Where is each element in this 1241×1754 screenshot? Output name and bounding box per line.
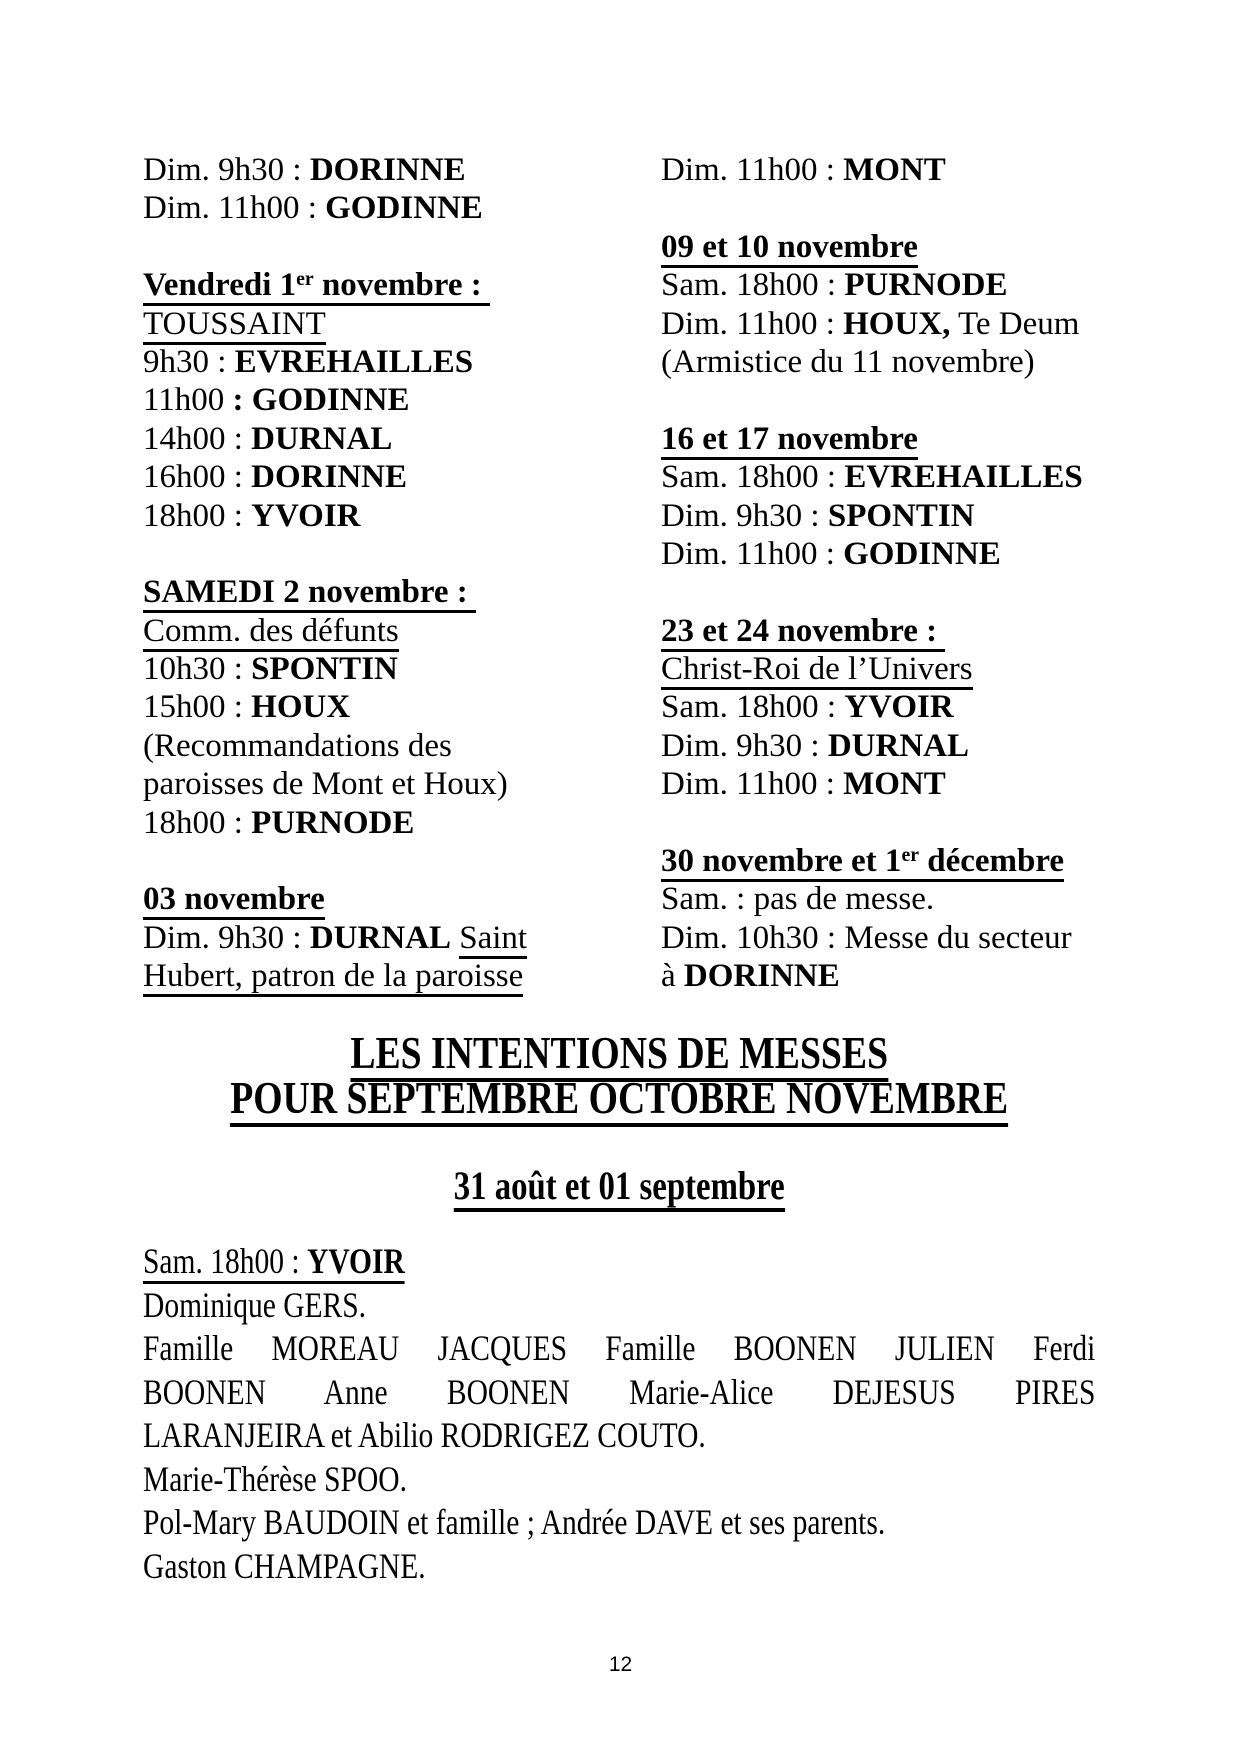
text-segment: (Recommandations des: [143, 727, 452, 764]
schedule-line: [143, 228, 567, 266]
text-segment: 15h00 :: [143, 689, 252, 726]
schedule-column-right: [661, 151, 1085, 996]
schedule-line: [661, 343, 1085, 381]
intentions-title-line-2: [143, 1072, 1095, 1123]
text-segment: 16h00 :: [143, 459, 252, 496]
text-segment: à: [661, 958, 684, 995]
schedule-line: [143, 842, 567, 880]
text-segment: DORINNE: [683, 958, 840, 995]
text-segment: 30 novembre et 1: [661, 843, 902, 880]
text-segment: Dim. 11h00 :: [661, 766, 844, 803]
text-segment: Dim. 9h30 :: [661, 497, 828, 534]
intention-line: [143, 1501, 1095, 1545]
text-segment: HOUX: [251, 689, 351, 726]
text-segment: PURNODE: [844, 267, 1008, 304]
text-segment: décembre: [919, 843, 1065, 880]
text-segment: MONT: [843, 152, 946, 188]
underlined-run: [143, 958, 523, 997]
schedule-line: [661, 650, 1085, 688]
underlined-run: [661, 229, 918, 268]
underlined-run: [661, 843, 1064, 882]
schedule-line: [143, 535, 567, 573]
schedule-line: [661, 765, 1085, 803]
text-segment: DURNAL: [251, 420, 393, 457]
text-segment: MONT: [843, 766, 946, 803]
intention-line: [143, 1414, 1095, 1458]
schedule-line: [661, 189, 1085, 227]
schedule-line: [661, 497, 1085, 535]
schedule-column-left: [143, 151, 567, 996]
text-segment: 16 et 17 novembre: [661, 420, 918, 457]
text-segment: 14h00 :: [143, 420, 252, 457]
text-segment: Dim. 9h30 :: [143, 919, 310, 956]
schedule-line: [661, 535, 1085, 573]
schedule-line: [661, 727, 1085, 765]
intentions-title-line-1-text: LES INTENTIONS DE MESSES: [350, 1027, 888, 1082]
text-segment: Hubert, patron de la paroisse: [143, 958, 524, 995]
text-segment: EVREHAILLES: [844, 459, 1083, 496]
mass-schedule: [143, 151, 1095, 996]
text-segment: 10h30 :: [143, 651, 252, 688]
underlined-run: [143, 306, 326, 345]
text-segment: YVOIR: [307, 1241, 405, 1281]
text-segment: paroisses de Mont et Houx): [143, 766, 508, 803]
schedule-line: [143, 727, 567, 765]
text-segment: YVOIR: [844, 689, 954, 726]
text-segment: Dim. 11h00 :: [143, 190, 326, 227]
text-segment: Dim. 11h00 :: [661, 535, 844, 572]
schedule-line: [143, 458, 567, 496]
underlined-run: [143, 1241, 405, 1284]
text-segment: er: [901, 844, 919, 867]
text-segment: Dim. 11h00 :: [661, 152, 844, 188]
text-segment: SPONTIN: [251, 651, 398, 688]
underlined-run: [143, 267, 490, 306]
schedule-line: [143, 305, 567, 343]
text-segment: Sam. 18h00 :: [143, 1241, 308, 1281]
text-segment: Sam. : pas de messe.: [661, 881, 935, 918]
text-segment: GODINNE: [843, 535, 1001, 572]
underlined-run: [459, 920, 527, 959]
schedule-line: [661, 151, 1085, 189]
intentions-title-line-2-text: POUR SEPTEMBRE OCTOBRE NOVEMBRE: [230, 1072, 1008, 1127]
text-segment: 03 novembre: [143, 881, 325, 918]
schedule-line: [661, 612, 1085, 650]
schedule-line: [661, 880, 1085, 918]
text-segment: SPONTIN: [827, 497, 975, 534]
schedule-line: [143, 804, 567, 842]
text-segment: Comm. des défunts: [143, 612, 399, 649]
schedule-line: [143, 612, 567, 650]
page-number: 12: [608, 1653, 633, 1676]
text-segment: PURNODE: [251, 804, 415, 841]
text-segment: HOUX,: [843, 305, 951, 342]
text-segment: Sam. 18h00 :: [661, 689, 845, 726]
schedule-line: [661, 957, 1085, 995]
text-segment: 9h30 :: [143, 343, 235, 380]
text-segment: SAMEDI 2 novembre :: [143, 574, 477, 611]
schedule-line: [661, 804, 1085, 842]
schedule-line: [661, 381, 1085, 419]
schedule-line: [143, 880, 567, 918]
text-segment: 23 et 24 novembre :: [661, 612, 946, 649]
schedule-line: [661, 688, 1085, 726]
text-segment: DORINNE: [251, 459, 408, 496]
text-segment: YVOIR: [251, 497, 361, 534]
schedule-line: [143, 688, 567, 726]
schedule-line: [143, 266, 567, 304]
schedule-line: [143, 343, 567, 381]
text-segment: LARANJEIRA et Abilio RODRIGEZ COUTO.: [143, 1415, 706, 1455]
text-segment: DURNAL: [309, 919, 452, 956]
text-segment: Dim. 9h30 :: [143, 152, 310, 188]
schedule-line: [661, 919, 1085, 957]
text-segment: EVREHAILLES: [234, 343, 474, 380]
schedule-line: [143, 497, 567, 535]
intention-line: [143, 1284, 1095, 1328]
schedule-line: [143, 189, 567, 227]
intention-line: [143, 1371, 1095, 1415]
schedule-line: [661, 573, 1085, 611]
text-segment: : GODINNE: [232, 382, 410, 419]
schedule-line: [661, 458, 1085, 496]
text-segment: GODINNE: [325, 190, 483, 227]
text-segment: Marie-Thérèse SPOO.: [143, 1458, 407, 1499]
schedule-line: [661, 228, 1085, 266]
intentions-section: [143, 1240, 1095, 1588]
text-segment: 11h00: [143, 382, 233, 419]
text-segment: Pol-Mary BAUDOIN et famille ; Andrée DAVE et ses parents.: [143, 1502, 886, 1542]
text-segment: Gaston CHAMPAGNE.: [143, 1545, 426, 1586]
text-segment: Dim. 9h30 :: [661, 727, 828, 764]
date-heading: [143, 1164, 1095, 1208]
text-segment: Te Deum: [950, 305, 1080, 342]
underlined-run: [661, 613, 945, 652]
schedule-line: [143, 650, 567, 688]
underlined-run: [661, 651, 973, 690]
text-segment: DORINNE: [309, 152, 466, 188]
text-segment: Saint: [459, 919, 528, 956]
text-segment: novembre :: [313, 267, 490, 304]
intentions-title-line-1: [143, 1027, 1095, 1078]
text-segment: 18h00 :: [143, 497, 252, 534]
intention-line: [143, 1545, 1095, 1589]
text-segment: Dim. 11h00 :: [661, 305, 844, 342]
text-segment: Vendredi 1: [143, 267, 297, 304]
schedule-line: [661, 266, 1085, 304]
text-segment: Sam. 18h00 :: [661, 459, 845, 496]
underlined-run: [661, 421, 918, 460]
schedule-line: [661, 420, 1085, 458]
text-segment: 09 et 10 novembre: [661, 228, 918, 265]
text-segment: Famille MOREAU JACQUES Famille BOONEN JULIEN Ferdi: [143, 1328, 1096, 1368]
text-segment: DURNAL: [827, 727, 970, 764]
date-heading-text: 31 août et 01 septembre: [454, 1163, 785, 1212]
schedule-line: [143, 381, 567, 419]
intention-line: [143, 1327, 1095, 1371]
schedule-line: [143, 765, 567, 803]
schedule-line: [143, 919, 567, 957]
text-segment: BOONEN Anne BOONEN Marie-Alice DEJESUS PIRES: [143, 1371, 1096, 1412]
schedule-line: [661, 842, 1085, 880]
schedule-line: [661, 305, 1085, 343]
text-segment: Dominique GERS.: [143, 1284, 367, 1325]
underlined-run: [143, 613, 399, 652]
text-segment: Christ-Roi de l’Univers: [661, 651, 973, 688]
text-segment: er: [296, 268, 314, 291]
text-segment: TOUSSAINT: [143, 305, 326, 342]
intentions-title: [143, 1027, 1095, 1208]
text-segment: 18h00 :: [143, 804, 252, 841]
text-segment: (Armistice du 11 novembre): [661, 343, 1035, 380]
intention-line: [143, 1458, 1095, 1502]
schedule-line: [143, 151, 567, 189]
text-segment: Dim. 10h30 : Messe du secteur: [661, 919, 1072, 956]
intention-line: [143, 1240, 1095, 1284]
underlined-run: [143, 881, 325, 920]
schedule-line: [143, 957, 567, 995]
underlined-run: [143, 574, 476, 613]
intentions-list: [143, 1240, 1095, 1588]
schedule-line: [143, 420, 567, 458]
text-segment: Sam. 18h00 :: [661, 267, 845, 304]
schedule-line: [143, 573, 567, 611]
intentions-title-block: [143, 1027, 1095, 1208]
